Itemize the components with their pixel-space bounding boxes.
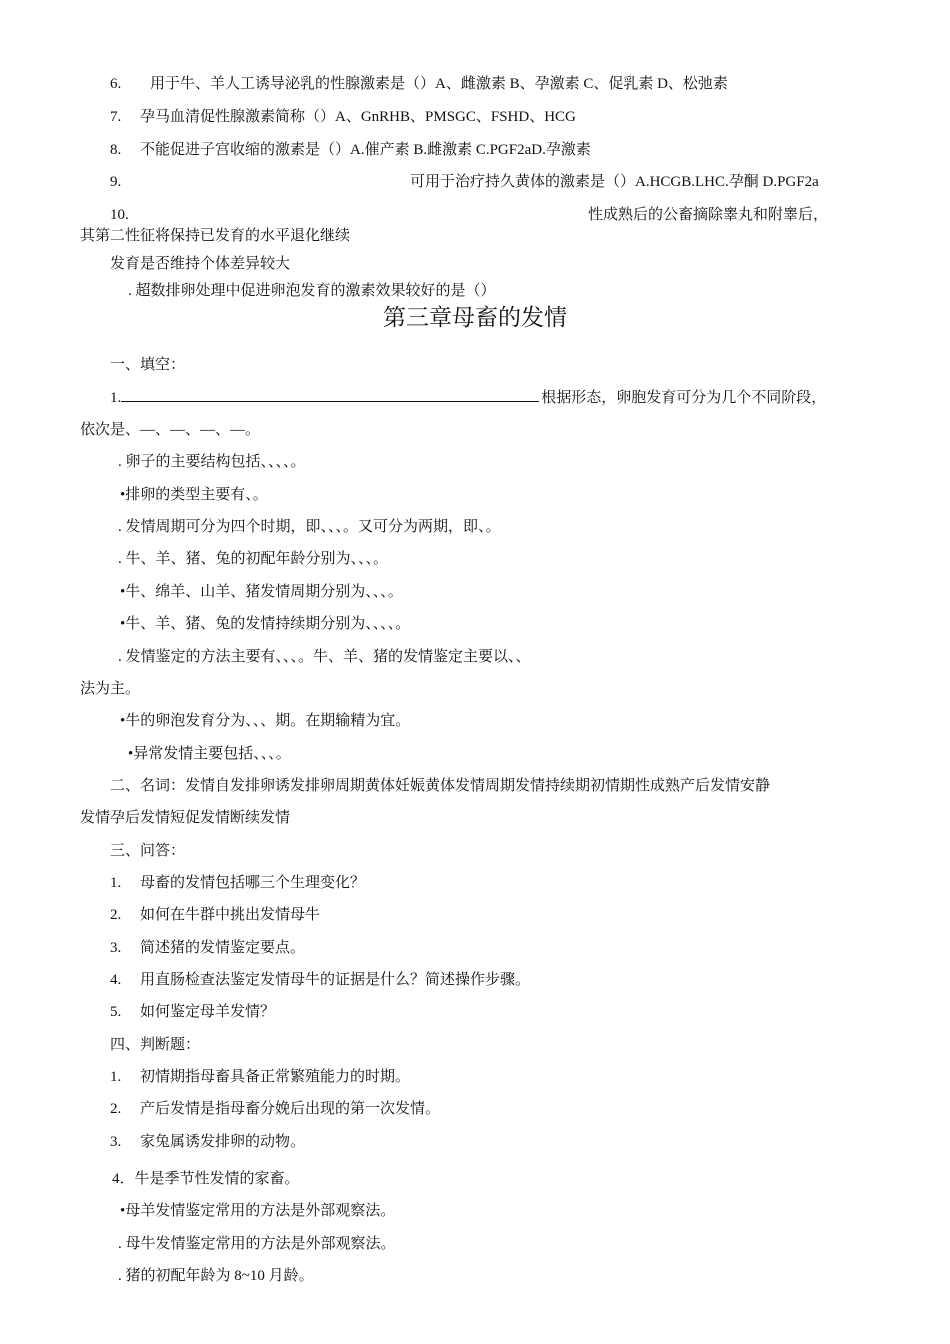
question-text: 不能促进子宫收缩的激素是（）A.催产素 B.雌激素 C.PGF2aD.孕激素 [140, 142, 591, 158]
judge-item [110, 1067, 410, 1087]
judge-item [110, 1099, 440, 1119]
fill-item: . 牛、羊、猪、兔的初配年龄分别为、、、。 [118, 551, 389, 567]
item-text: 根据形态，卵胞发育可分为几个不同阶段， [541, 390, 827, 406]
item-number: 3. [110, 940, 122, 956]
question-6 [110, 74, 728, 94]
question-8 [110, 140, 591, 160]
item-text: 用直肠检查法鉴定发情母牛的证据是什么？简述操作步骤。 [140, 972, 531, 988]
fill-item: •排卵的类型主要有、。 [120, 487, 268, 503]
fill-item: •牛、绵羊、山羊、猪发情周期分别为、、、。 [120, 584, 403, 600]
question-text: 孕马血清促性腺激素简称（）A、GnRHB、PMSGC、FSHD、HCG [140, 109, 576, 125]
item-text: 家兔属诱发排卵的动物。 [140, 1134, 306, 1150]
item-number: 1. [110, 875, 122, 891]
section-heading-judge: 四、判断题： [110, 1037, 201, 1053]
question-7 [110, 107, 576, 127]
qa-item [110, 905, 320, 925]
question-9-text: 可用于治疗持久黄体的激素是（）A.HCGB.LHC.孕酮 D.PGF2a [410, 174, 819, 190]
text-line: . 超数排卵处理中促进卵泡发育的激素效果较好的是（） [128, 283, 496, 299]
qa-item [110, 873, 365, 893]
fill-item: •异常发情主要包括、、、。 [128, 746, 291, 762]
item-text: 初情期指母畜具备正常繁殖能力的时期。 [140, 1069, 411, 1085]
question-text: 用于牛、羊人工诱导泌乳的性腺激素是（）A、雌激素 B、孕激素 C、促乳素 D、松弛素 [150, 76, 728, 92]
fill-item: •牛、羊、猪、兔的发情持续期分别为、、、、。 [120, 616, 411, 632]
item-text: 简述猪的发情鉴定要点。 [140, 940, 306, 956]
judge-item: . 猪的初配年龄为 8~10 月龄。 [118, 1268, 314, 1284]
section-heading-qa: 三、问答： [110, 843, 186, 859]
question-9-number: 9. [110, 174, 122, 190]
item-text: 如何在牛群中挑出发情母牛 [140, 907, 321, 923]
qa-item [110, 938, 305, 958]
terms-line: 发情孕后发情短促发情断续发情 [80, 810, 291, 826]
fill-item: . 发情鉴定的方法主要有、、、。牛、羊、猪的发情鉴定主要以、、 [118, 649, 531, 665]
question-10-number: 10. [110, 207, 129, 223]
item-number: 2. [110, 1101, 122, 1117]
judge-item [110, 1132, 305, 1152]
item-text: 母畜的发情包括哪三个生理变化？ [140, 875, 366, 891]
text-line: 发育是否维持个体差异较大 [110, 256, 291, 272]
item-number: 1. [110, 390, 122, 406]
question-10-text: 性成熟后的公畜摘除睾丸和附睾后， [588, 207, 829, 223]
judge-item: •母羊发情鉴定常用的方法是外部观察法。 [120, 1203, 396, 1219]
question-10-continuation: 其第二性征将保持已发育的水平退化继续 [80, 228, 351, 244]
fill-item-1-continuation: 依次是、—、—、—、—。 [80, 422, 261, 438]
fill-item-continuation: 法为主。 [80, 681, 141, 697]
qa-item [110, 970, 530, 990]
answer-blank[interactable] [121, 387, 539, 402]
fill-item: . 卵子的主要结构包括、、、、。 [118, 454, 306, 470]
fill-item-1 [110, 387, 826, 408]
item-number: 3. [110, 1134, 122, 1150]
qa-item [110, 1002, 275, 1022]
question-number: 7. [110, 109, 122, 125]
chapter-title: 第三章母畜的发情 [383, 305, 567, 330]
item-text: 如何鉴定母羊发情？ [140, 1004, 276, 1020]
item-text: 产后发情是指母畜分娩后出现的第一次发情。 [140, 1101, 441, 1117]
item-number: 5. [110, 1004, 122, 1020]
fill-item: •牛的卵泡发育分为、、、期。在期输精为宜。 [120, 713, 411, 729]
item-number: 4. [110, 972, 122, 988]
item-number: 2. [110, 907, 122, 923]
question-number: 6. [110, 76, 122, 92]
judge-item: 4．牛是季节性发情的家畜。 [112, 1171, 300, 1187]
item-number: 1. [110, 1069, 122, 1085]
terms-line: 二、名词：发情自发排卵诱发排卵周期黄体妊娠黄体发情周期发情持续期初情期性成熟产后发情安静 [110, 778, 771, 794]
judge-item: . 母牛发情鉴定常用的方法是外部观察法。 [118, 1236, 396, 1252]
section-heading-fill: 一、填空： [110, 357, 186, 373]
question-number: 8. [110, 142, 122, 158]
fill-item: . 发情周期可分为四个时期，即、、、。又可分为两期，即、。 [118, 519, 501, 535]
